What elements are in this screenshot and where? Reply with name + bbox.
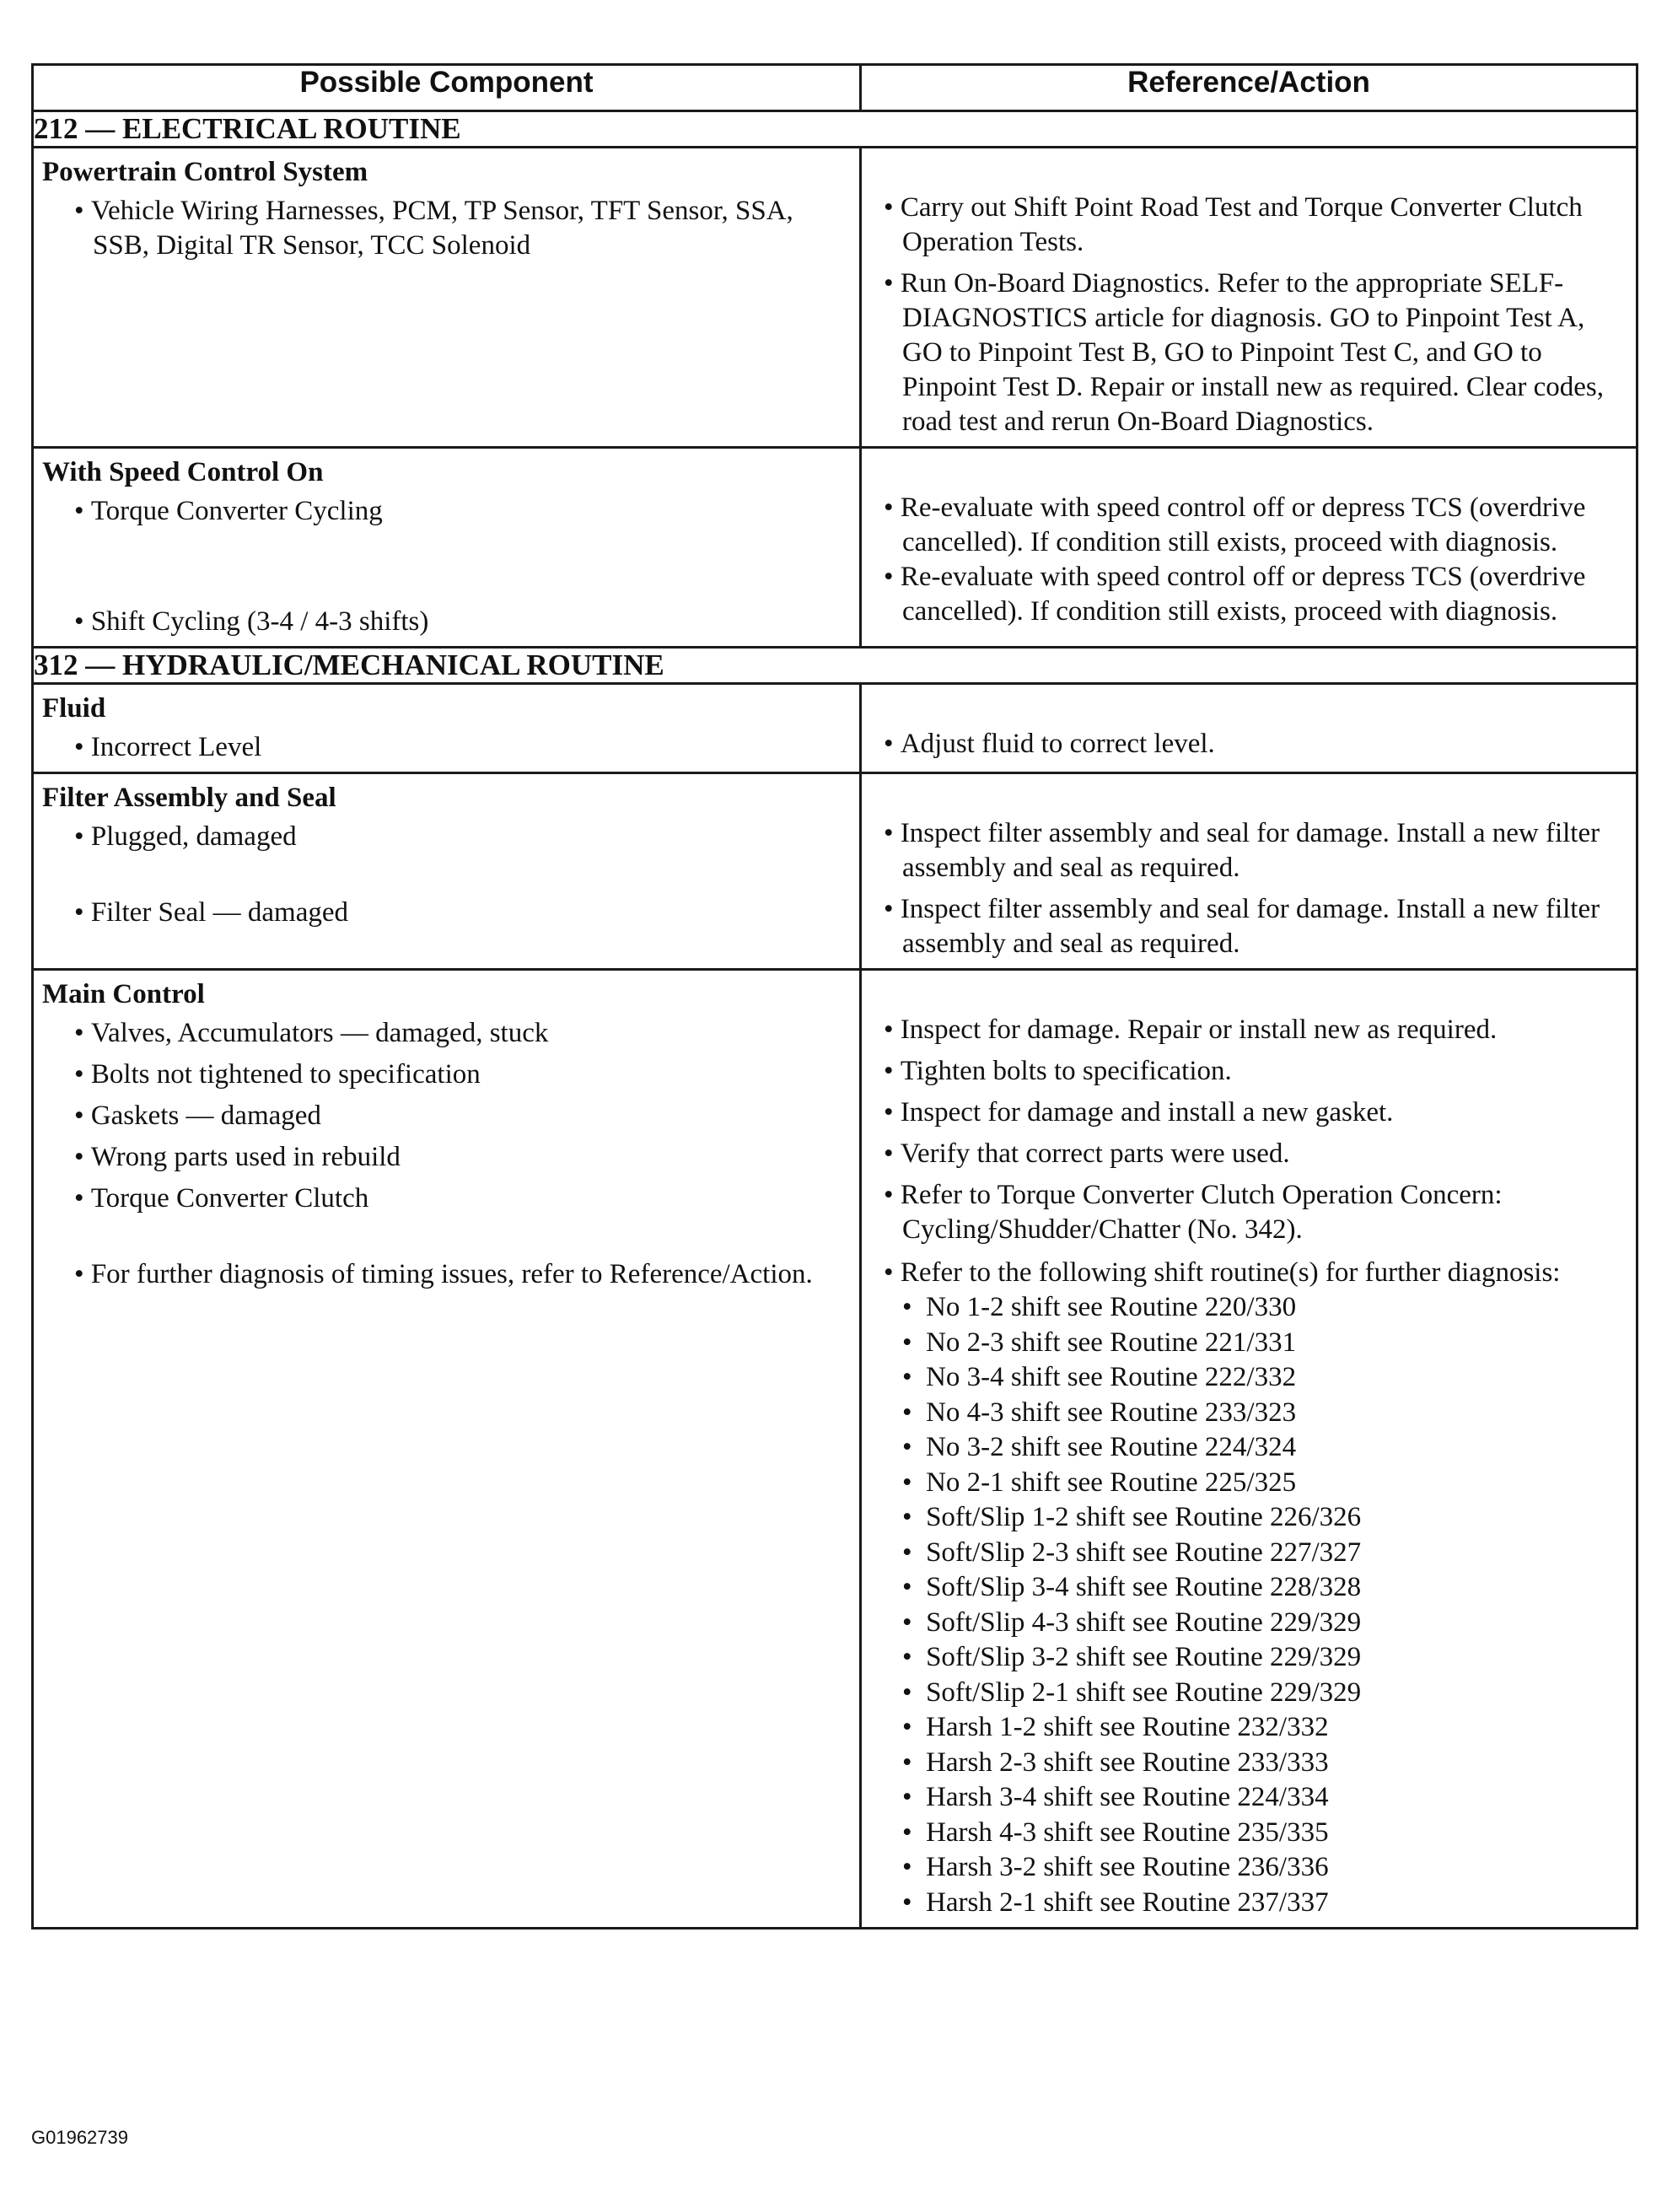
routine-item: • Harsh 4-3 shift see Routine 235/335: [870, 1816, 1627, 1851]
routine-item: • Soft/Slip 2-1 shift see Routine 229/329: [870, 1676, 1627, 1711]
component-cell: [33, 773, 861, 970]
action-item: • Refer to the following shift routine(s) for further diagnosis:: [870, 1256, 1627, 1290]
component-item: • Plugged, damaged: [42, 820, 851, 854]
routine-item: • Soft/Slip 4-3 shift see Routine 229/329: [870, 1606, 1627, 1641]
routine-item: • No 4-3 shift see Routine 233/323: [870, 1396, 1627, 1431]
component-item: • Vehicle Wiring Harnesses, PCM, TP Sensor, TFT Sensor, SSA, SSB, Digital TR Sensor, TCC Solenoid: [42, 194, 851, 263]
component-item: • Shift Cycling (3-4 / 4-3 shifts): [42, 605, 851, 639]
routine-item: • Harsh 1-2 shift see Routine 232/332: [870, 1710, 1627, 1746]
component-item: • Gaskets — damaged: [42, 1099, 851, 1133]
routine-item: • No 1-2 shift see Routine 220/330: [870, 1290, 1627, 1326]
action-item: • Inspect filter assembly and seal for damage. Install a new filter assembly and seal as required.: [870, 816, 1627, 885]
action-cell: [861, 684, 1637, 773]
group-row-main-control: [33, 970, 1637, 1929]
routine-item: • No 2-1 shift see Routine 225/325: [870, 1466, 1627, 1501]
action-item: • Re-evaluate with speed control off or depress TCS (overdrive cancelled). If condition still exists, proceed with diagnosis.: [870, 491, 1627, 560]
routine-item: • Soft/Slip 3-4 shift see Routine 228/328: [870, 1570, 1627, 1606]
column-header-action: Reference/Action: [861, 65, 1637, 111]
section-title-hydraulic: 312 — HYDRAULIC/MECHANICAL ROUTINE: [33, 648, 1637, 684]
component-item: • Incorrect Level: [42, 730, 851, 765]
routine-list: [870, 1290, 1627, 1920]
header-row: [33, 65, 1637, 111]
group-title-fluid: Fluid: [42, 693, 106, 724]
component-cell: [33, 148, 861, 448]
component-item: • Bolts not tightened to specification: [42, 1058, 851, 1092]
column-header-component: Possible Component: [33, 65, 861, 111]
component-cell: [33, 970, 861, 1929]
action-item: • Carry out Shift Point Road Test and Torque Converter Clutch Operation Tests.: [870, 191, 1627, 260]
routine-item: • Soft/Slip 1-2 shift see Routine 226/326: [870, 1500, 1627, 1536]
diagnostic-table: [31, 63, 1638, 1929]
routine-item: • No 3-4 shift see Routine 222/332: [870, 1360, 1627, 1396]
action-cell: [861, 448, 1637, 648]
routine-item: • Harsh 3-4 shift see Routine 224/334: [870, 1780, 1627, 1816]
group-row-filter: [33, 773, 1637, 970]
group-row-speed-control: [33, 448, 1637, 648]
section-title-electrical: 212 — ELECTRICAL ROUTINE: [33, 111, 1637, 148]
action-item: • Tighten bolts to specification.: [870, 1054, 1627, 1089]
action-item: • Adjust fluid to correct level.: [870, 727, 1627, 762]
component-item: • Wrong parts used in rebuild: [42, 1140, 851, 1175]
group-title-main-control: Main Control: [42, 979, 205, 1009]
component-item: • Torque Converter Clutch: [42, 1181, 851, 1216]
group-title-powertrain: Powertrain Control System: [42, 157, 368, 187]
section-row-hydraulic: [33, 648, 1637, 684]
routine-item: • Harsh 2-1 shift see Routine 237/337: [870, 1886, 1627, 1921]
action-item: • Re-evaluate with speed control off or depress TCS (overdrive cancelled). If condition still exists, proceed with diagnosis.: [870, 560, 1627, 629]
group-row-powertrain: [33, 148, 1637, 448]
action-item: • Inspect filter assembly and seal for damage. Install a new filter assembly and seal as required.: [870, 892, 1627, 961]
routine-item: • No 3-2 shift see Routine 224/324: [870, 1430, 1627, 1466]
action-item: • Verify that correct parts were used.: [870, 1137, 1627, 1171]
component-item: • Torque Converter Cycling: [42, 494, 851, 529]
action-cell: [861, 773, 1637, 970]
group-row-fluid: [33, 684, 1637, 773]
action-cell: [861, 970, 1637, 1929]
action-item: • Run On-Board Diagnostics. Refer to the appropriate SELF-DIAGNOSTICS article for diagnosis. GO to Pinpoint Test A, GO to Pinpoint Test B, GO to Pinpoint Test C, and GO to Pinpoint Test D. Repair or install new as required. Clear codes, road test and rerun On-Board Diagnostics.: [870, 266, 1627, 439]
action-item: • Inspect for damage. Repair or install new as required.: [870, 1013, 1627, 1047]
group-title-speed-control: With Speed Control On: [42, 457, 324, 487]
group-title-filter: Filter Assembly and Seal: [42, 783, 336, 813]
component-item: • For further diagnosis of timing issues, refer to Reference/Action.: [42, 1257, 851, 1292]
component-item: • Filter Seal — damaged: [42, 896, 851, 930]
routine-item: • Soft/Slip 2-3 shift see Routine 227/327: [870, 1536, 1627, 1571]
component-cell: [33, 448, 861, 648]
figure-id: G01962739: [31, 2127, 128, 2148]
routine-item: • Soft/Slip 3-2 shift see Routine 229/329: [870, 1640, 1627, 1676]
action-cell: [861, 148, 1637, 448]
component-item: • Valves, Accumulators — damaged, stuck: [42, 1016, 851, 1051]
routine-item: • Harsh 3-2 shift see Routine 236/336: [870, 1850, 1627, 1886]
component-cell: [33, 684, 861, 773]
action-item: • Refer to Torque Converter Clutch Operation Concern: Cycling/Shudder/Chatter (No. 342).: [870, 1178, 1627, 1247]
routine-item: • No 2-3 shift see Routine 221/331: [870, 1326, 1627, 1361]
action-item: • Inspect for damage and install a new gasket.: [870, 1095, 1627, 1130]
section-row-electrical: [33, 111, 1637, 148]
routine-item: • Harsh 2-3 shift see Routine 233/333: [870, 1746, 1627, 1781]
